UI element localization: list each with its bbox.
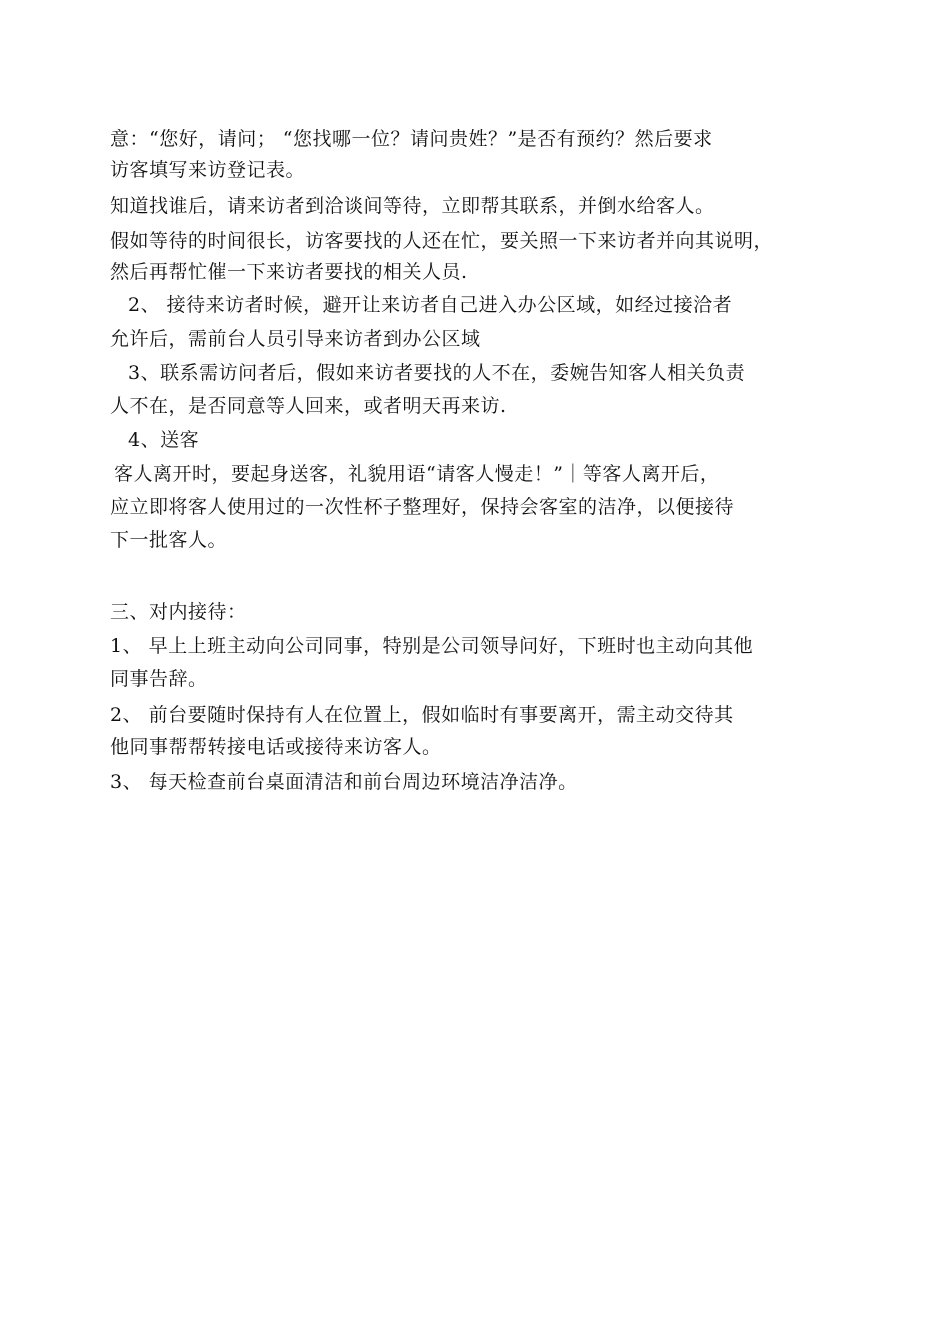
list-item: 2、 前台要随时保持有人在位置上，假如临时有事要离开，需主动交待其	[110, 704, 734, 726]
list-item: 1、 早上上班主动向公司同事，特别是公司领导问好，下班时也主动向其他	[110, 635, 754, 657]
text-line: 访客填写来访登记表。	[110, 159, 306, 181]
text-line: 然后再帮忙催一下来访者要找的相关人员.	[110, 261, 468, 283]
text-line: 客人离开时，要起身送客，礼貌用语“请客人慢走！”｜等客人离开后，	[114, 463, 720, 485]
text-line: 同事告辞。	[110, 668, 208, 690]
text-line: 人不在，是否同意等人回来，或者明天再来访.	[110, 395, 507, 417]
section-heading: 三、对内接待：	[110, 601, 247, 623]
text-line: 他同事帮帮转接电话或接待来访客人。	[110, 736, 442, 758]
text-line: 3、联系需访问者后，假如来访者要找的人不在，委婉告知客人相关负责	[128, 362, 746, 384]
text-line: 允许后，需前台人员引导来访者到办公区域	[110, 328, 481, 350]
text-line: 知道找谁后，请来访者到洽谈间等待，立即帮其联系，并倒水给客人。	[110, 195, 715, 217]
text-line: 意：“您好，请问； “您找哪一位？请问贵姓？”是否有预约？然后要求	[110, 128, 713, 150]
list-item: 3、 每天检查前台桌面清洁和前台周边环境洁净洁净。	[110, 771, 578, 793]
text-line: 应立即将客人使用过的一次性杯子整理好，保持会客室的洁净，以便接待	[110, 496, 735, 518]
text-line: 4、送客	[128, 429, 200, 451]
text-line: 2、 接待来访者时候，避开让来访者自己进入办公区域，如经过接洽者	[128, 294, 733, 316]
text-line: 假如等待的时间很长，访客要找的人还在忙，要关照一下来访者并向其说明，	[110, 230, 774, 252]
text-line: 下一批客人。	[110, 529, 228, 551]
